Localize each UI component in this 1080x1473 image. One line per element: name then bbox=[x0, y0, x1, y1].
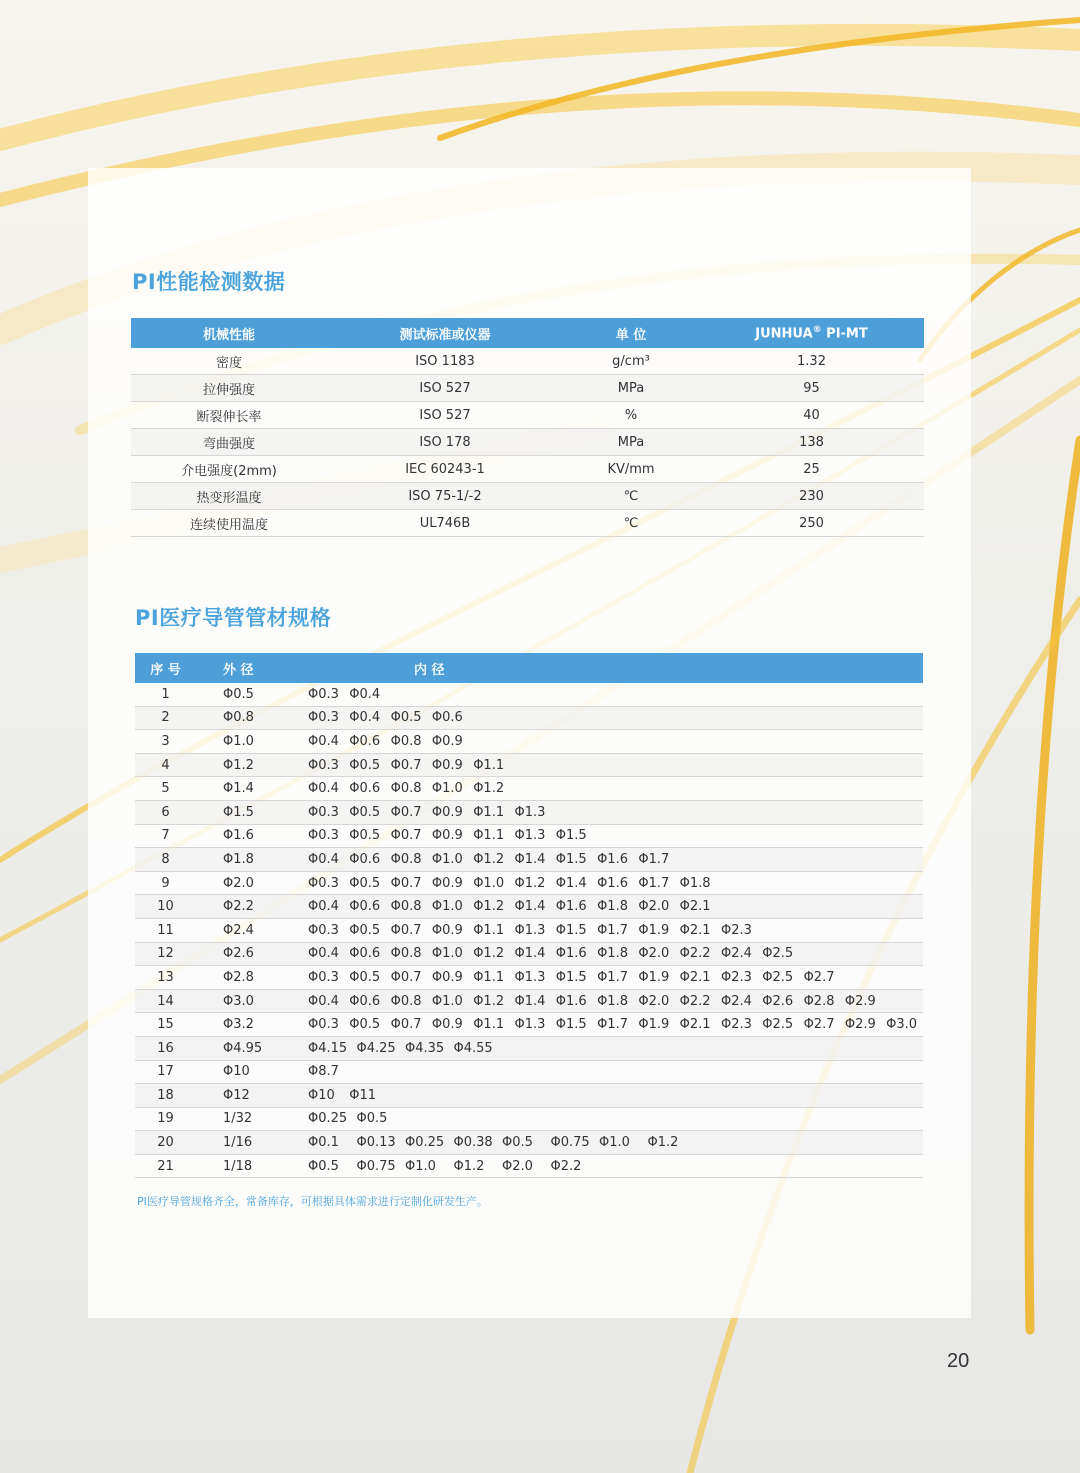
inner-diameter-value: Φ0.75 bbox=[550, 1135, 590, 1151]
inner-diameter-value: Φ1.2 bbox=[473, 899, 505, 915]
table-cell: 1.32 bbox=[699, 348, 924, 375]
serial-number-cell: 12 bbox=[135, 942, 196, 966]
table-cell: 250 bbox=[699, 510, 924, 537]
inner-diameter-value: Φ0.6 bbox=[349, 781, 381, 797]
inner-diameter-value: Φ0.8 bbox=[390, 851, 422, 867]
inner-diameter-value: Φ0.5 bbox=[349, 922, 381, 938]
table-cell: ℃ bbox=[563, 483, 699, 510]
performance-table-header bbox=[131, 318, 924, 348]
inner-diameter-value: Φ0.4 bbox=[308, 899, 339, 915]
inner-diameter-value: Φ0.9 bbox=[431, 804, 463, 820]
inner-diameter-value: Φ1.7 bbox=[638, 851, 670, 867]
table-row bbox=[131, 429, 924, 456]
inner-diameter-value: Φ0.6 bbox=[349, 851, 381, 867]
table-row bbox=[135, 1060, 923, 1084]
inner-diameter-value: Φ1.0 bbox=[431, 946, 463, 962]
inner-diameter-value: Φ1.2 bbox=[514, 875, 546, 891]
header-product-name bbox=[699, 318, 924, 348]
table-cell: MPa bbox=[563, 375, 699, 402]
inner-diameter-cell bbox=[308, 800, 923, 824]
inner-diameter-value: Φ11 bbox=[349, 1087, 377, 1103]
inner-diameter-value: Φ1.0 bbox=[405, 1158, 436, 1174]
inner-diameter-value: Φ0.9 bbox=[431, 828, 463, 844]
table-cell: 40 bbox=[699, 402, 924, 429]
inner-diameter-value: Φ0.3 bbox=[308, 1017, 339, 1033]
table-row bbox=[135, 1084, 923, 1108]
inner-diameter-value: Φ1.2 bbox=[473, 851, 505, 867]
inner-diameter-value: Φ1.9 bbox=[638, 922, 670, 938]
inner-diameter-value: Φ0.3 bbox=[308, 757, 339, 773]
table-cell: MPa bbox=[563, 429, 699, 456]
header-mechanical-property: 机械性能 bbox=[131, 318, 327, 348]
inner-diameter-value: Φ1.1 bbox=[473, 757, 505, 773]
inner-diameter-value: Φ0.8 bbox=[390, 899, 422, 915]
outer-diameter-cell: Φ1.6 bbox=[196, 824, 308, 848]
inner-diameter-value: Φ0.25 bbox=[405, 1135, 445, 1151]
serial-number-cell: 9 bbox=[135, 871, 196, 895]
table-row bbox=[135, 1013, 923, 1037]
inner-diameter-value: Φ0.7 bbox=[390, 804, 422, 820]
inner-diameter-value: Φ0.4 bbox=[349, 686, 381, 702]
inner-diameter-value: Φ1.3 bbox=[514, 828, 546, 844]
table-cell: ISO 527 bbox=[327, 375, 563, 402]
inner-diameter-value: Φ1.8 bbox=[597, 993, 628, 1009]
inner-diameter-value: Φ0.5 bbox=[502, 1135, 533, 1151]
table-row bbox=[135, 824, 923, 848]
table-row bbox=[135, 942, 923, 966]
footnote: PI医疗导管规格齐全，常备库存，可根据具体需求进行定制化研发生产。 bbox=[137, 1195, 488, 1208]
inner-diameter-value: Φ2.5 bbox=[762, 969, 794, 985]
inner-diameter-value: Φ2.2 bbox=[679, 993, 711, 1009]
inner-diameter-value: Φ0.8 bbox=[390, 781, 422, 797]
table-cell: % bbox=[563, 402, 699, 429]
inner-diameter-value: Φ0.5 bbox=[349, 875, 381, 891]
inner-diameter-value: Φ2.9 bbox=[844, 993, 876, 1009]
inner-diameter-value: Φ0.8 bbox=[390, 946, 422, 962]
serial-number-cell: 15 bbox=[135, 1013, 196, 1037]
inner-diameter-value: Φ0.7 bbox=[390, 757, 422, 773]
inner-diameter-value: Φ0.9 bbox=[431, 875, 463, 891]
outer-diameter-cell: Φ2.0 bbox=[196, 871, 308, 895]
inner-diameter-value: Φ1.3 bbox=[514, 804, 546, 820]
outer-diameter-cell: Φ1.4 bbox=[196, 777, 308, 801]
table-row bbox=[131, 348, 924, 375]
table-row bbox=[131, 510, 924, 537]
inner-diameter-value: Φ0.7 bbox=[390, 969, 422, 985]
table-row bbox=[135, 1154, 923, 1178]
inner-diameter-value: Φ2.5 bbox=[762, 1017, 794, 1033]
inner-diameter-value: Φ2.2 bbox=[550, 1158, 582, 1174]
table-row bbox=[135, 1131, 923, 1155]
inner-diameter-value: Φ0.5 bbox=[356, 1111, 388, 1127]
inner-diameter-value: Φ1.2 bbox=[647, 1135, 679, 1151]
inner-diameter-cell bbox=[308, 848, 923, 872]
inner-diameter-value: Φ2.4 bbox=[720, 946, 752, 962]
inner-diameter-value: Φ0.6 bbox=[349, 946, 381, 962]
table-row bbox=[135, 1036, 923, 1060]
inner-diameter-value: Φ0.9 bbox=[431, 969, 463, 985]
inner-diameter-value: Φ0.5 bbox=[349, 828, 381, 844]
serial-number-cell: 19 bbox=[135, 1107, 196, 1131]
inner-diameter-cell bbox=[308, 706, 923, 730]
inner-diameter-value: Φ0.9 bbox=[431, 733, 463, 749]
inner-diameter-value: Φ2.0 bbox=[638, 899, 670, 915]
inner-diameter-cell bbox=[308, 1013, 923, 1037]
inner-diameter-value: Φ1.4 bbox=[555, 875, 587, 891]
table-cell: ℃ bbox=[563, 510, 699, 537]
inner-diameter-value: Φ1.2 bbox=[473, 993, 505, 1009]
inner-diameter-value: Φ1.2 bbox=[473, 946, 505, 962]
inner-diameter-value: Φ0.3 bbox=[308, 969, 339, 985]
outer-diameter-cell: Φ1.8 bbox=[196, 848, 308, 872]
inner-diameter-value: Φ0.7 bbox=[390, 922, 422, 938]
inner-diameter-cell bbox=[308, 942, 923, 966]
outer-diameter-cell: Φ2.2 bbox=[196, 895, 308, 919]
inner-diameter-value: Φ0.4 bbox=[349, 710, 381, 726]
outer-diameter-cell: 1/16 bbox=[196, 1131, 308, 1155]
inner-diameter-value: Φ2.7 bbox=[803, 1017, 835, 1033]
inner-diameter-value: Φ3.0 bbox=[886, 1017, 918, 1033]
table-row bbox=[135, 895, 923, 919]
table-cell: g/cm³ bbox=[563, 348, 699, 375]
inner-diameter-cell bbox=[308, 966, 923, 990]
inner-diameter-value: Φ2.3 bbox=[720, 969, 752, 985]
inner-diameter-value: Φ1.6 bbox=[555, 946, 587, 962]
table-row bbox=[135, 848, 923, 872]
inner-diameter-value: Φ1.2 bbox=[473, 781, 505, 797]
table-cell: 138 bbox=[699, 429, 924, 456]
inner-diameter-value: Φ2.3 bbox=[720, 1017, 752, 1033]
inner-diameter-value: Φ1.6 bbox=[555, 993, 587, 1009]
inner-diameter-cell bbox=[308, 753, 923, 777]
table-row bbox=[135, 918, 923, 942]
inner-diameter-cell bbox=[308, 777, 923, 801]
inner-diameter-cell bbox=[308, 1107, 923, 1131]
inner-diameter-value: Φ1.5 bbox=[555, 851, 587, 867]
table-cell: 连续使用温度 bbox=[131, 510, 327, 537]
inner-diameter-value: Φ1.7 bbox=[597, 969, 628, 985]
performance-table bbox=[131, 318, 924, 537]
inner-diameter-value: Φ0.8 bbox=[390, 733, 422, 749]
inner-diameter-value: Φ0.3 bbox=[308, 922, 339, 938]
table-cell: 拉伸强度 bbox=[131, 375, 327, 402]
inner-diameter-cell bbox=[308, 824, 923, 848]
inner-diameter-value: Φ0.5 bbox=[349, 804, 381, 820]
serial-number-cell: 13 bbox=[135, 966, 196, 990]
table-row bbox=[131, 375, 924, 402]
header-test-standard: 测试标准或仪器 bbox=[327, 318, 563, 348]
table-cell: 密度 bbox=[131, 348, 327, 375]
serial-number-cell: 1 bbox=[135, 683, 196, 706]
outer-diameter-cell: Φ10 bbox=[196, 1060, 308, 1084]
header-serial-number: 序 号 bbox=[135, 653, 196, 683]
inner-diameter-value: Φ1.1 bbox=[473, 922, 505, 938]
inner-diameter-value: Φ1.4 bbox=[514, 946, 546, 962]
outer-diameter-cell: Φ1.0 bbox=[196, 730, 308, 754]
table-cell: 断裂伸长率 bbox=[131, 402, 327, 429]
inner-diameter-value: Φ1.7 bbox=[597, 1017, 628, 1033]
table-row bbox=[135, 777, 923, 801]
serial-number-cell: 16 bbox=[135, 1036, 196, 1060]
outer-diameter-cell: Φ2.4 bbox=[196, 918, 308, 942]
inner-diameter-value: Φ1.8 bbox=[679, 875, 711, 891]
inner-diameter-value: Φ1.1 bbox=[473, 969, 505, 985]
inner-diameter-value: Φ0.7 bbox=[390, 1017, 422, 1033]
inner-diameter-cell bbox=[308, 683, 923, 706]
inner-diameter-value: Φ1.8 bbox=[597, 899, 628, 915]
outer-diameter-cell: Φ2.8 bbox=[196, 966, 308, 990]
inner-diameter-value: Φ2.4 bbox=[720, 993, 752, 1009]
inner-diameter-value: Φ10 bbox=[308, 1087, 335, 1103]
inner-diameter-value: Φ2.9 bbox=[844, 1017, 876, 1033]
table-cell: UL746B bbox=[327, 510, 563, 537]
inner-diameter-value: Φ1.1 bbox=[473, 804, 505, 820]
outer-diameter-cell: Φ1.2 bbox=[196, 753, 308, 777]
inner-diameter-value: Φ0.4 bbox=[308, 946, 339, 962]
inner-diameter-value: Φ1.0 bbox=[431, 899, 463, 915]
inner-diameter-value: Φ1.9 bbox=[638, 1017, 670, 1033]
inner-diameter-value: Φ1.0 bbox=[599, 1135, 630, 1151]
inner-diameter-value: Φ0.13 bbox=[356, 1135, 396, 1151]
inner-diameter-value: Φ1.4 bbox=[514, 851, 546, 867]
outer-diameter-cell: 1/18 bbox=[196, 1154, 308, 1178]
inner-diameter-value: Φ1.8 bbox=[597, 946, 628, 962]
inner-diameter-value: Φ1.0 bbox=[431, 781, 463, 797]
inner-diameter-value: Φ1.3 bbox=[514, 1017, 546, 1033]
inner-diameter-value: Φ0.3 bbox=[308, 875, 339, 891]
table-row bbox=[135, 730, 923, 754]
serial-number-cell: 18 bbox=[135, 1084, 196, 1108]
inner-diameter-value: Φ0.9 bbox=[431, 922, 463, 938]
inner-diameter-cell bbox=[308, 730, 923, 754]
inner-diameter-value: Φ2.5 bbox=[762, 946, 794, 962]
inner-diameter-value: Φ2.3 bbox=[720, 922, 752, 938]
inner-diameter-value: Φ1.0 bbox=[473, 875, 505, 891]
inner-diameter-value: Φ0.3 bbox=[308, 804, 339, 820]
inner-diameter-value: Φ0.6 bbox=[431, 710, 463, 726]
inner-diameter-value: Φ1.0 bbox=[431, 851, 463, 867]
inner-diameter-value: Φ1.9 bbox=[638, 969, 670, 985]
inner-diameter-value: Φ0.4 bbox=[308, 851, 339, 867]
inner-diameter-value: Φ2.2 bbox=[679, 946, 711, 962]
inner-diameter-value: Φ1.2 bbox=[453, 1158, 485, 1174]
outer-diameter-cell: 1/32 bbox=[196, 1107, 308, 1131]
table-cell: ISO 75-1/-2 bbox=[327, 483, 563, 510]
inner-diameter-value: Φ4.55 bbox=[453, 1040, 493, 1056]
inner-diameter-cell bbox=[308, 1131, 923, 1155]
inner-diameter-value: Φ0.6 bbox=[349, 993, 381, 1009]
inner-diameter-value: Φ0.3 bbox=[308, 686, 339, 702]
inner-diameter-value: Φ4.35 bbox=[405, 1040, 445, 1056]
inner-diameter-value: Φ0.3 bbox=[308, 828, 339, 844]
inner-diameter-value: Φ2.1 bbox=[679, 1017, 711, 1033]
serial-number-cell: 10 bbox=[135, 895, 196, 919]
spec-section-title: PI医疗导管管材规格 bbox=[135, 606, 332, 630]
serial-number-cell: 6 bbox=[135, 800, 196, 824]
table-row bbox=[135, 706, 923, 730]
inner-diameter-cell bbox=[308, 1084, 923, 1108]
outer-diameter-cell: Φ2.6 bbox=[196, 942, 308, 966]
inner-diameter-value: Φ2.0 bbox=[638, 993, 670, 1009]
inner-diameter-value: Φ0.9 bbox=[431, 757, 463, 773]
table-row bbox=[131, 483, 924, 510]
table-cell: 230 bbox=[699, 483, 924, 510]
serial-number-cell: 7 bbox=[135, 824, 196, 848]
table-cell: 热变形温度 bbox=[131, 483, 327, 510]
inner-diameter-value: Φ1.7 bbox=[638, 875, 670, 891]
inner-diameter-value: Φ0.6 bbox=[349, 733, 381, 749]
table-row bbox=[135, 753, 923, 777]
inner-diameter-value: Φ4.15 bbox=[308, 1040, 348, 1056]
inner-diameter-value: Φ0.7 bbox=[390, 875, 422, 891]
inner-diameter-value: Φ2.0 bbox=[502, 1158, 533, 1174]
table-row bbox=[135, 989, 923, 1013]
outer-diameter-cell: Φ0.5 bbox=[196, 683, 308, 706]
inner-diameter-cell bbox=[308, 1060, 923, 1084]
inner-diameter-value: Φ1.4 bbox=[514, 899, 546, 915]
serial-number-cell: 17 bbox=[135, 1060, 196, 1084]
table-row bbox=[135, 1107, 923, 1131]
outer-diameter-cell: Φ3.0 bbox=[196, 989, 308, 1013]
inner-diameter-value: Φ0.4 bbox=[308, 993, 339, 1009]
outer-diameter-cell: Φ12 bbox=[196, 1084, 308, 1108]
inner-diameter-value: Φ0.5 bbox=[349, 1017, 381, 1033]
inner-diameter-value: Φ1.7 bbox=[597, 922, 628, 938]
outer-diameter-cell: Φ3.2 bbox=[196, 1013, 308, 1037]
performance-section-title: PI性能检测数据 bbox=[132, 270, 286, 294]
inner-diameter-value: Φ1.5 bbox=[555, 1017, 587, 1033]
inner-diameter-value: Φ0.1 bbox=[308, 1135, 339, 1151]
table-cell: 介电强度(2mm) bbox=[131, 456, 327, 483]
inner-diameter-value: Φ8.7 bbox=[308, 1064, 339, 1080]
inner-diameter-value: Φ0.3 bbox=[308, 710, 339, 726]
inner-diameter-value: Φ0.8 bbox=[390, 993, 422, 1009]
inner-diameter-value: Φ2.1 bbox=[679, 899, 711, 915]
header-outer-diameter: 外 径 bbox=[196, 653, 308, 683]
inner-diameter-value: Φ1.5 bbox=[555, 828, 587, 844]
inner-diameter-value: Φ0.5 bbox=[349, 757, 381, 773]
table-row bbox=[135, 683, 923, 706]
inner-diameter-value: Φ2.8 bbox=[803, 993, 835, 1009]
table-row bbox=[131, 402, 924, 429]
table-row bbox=[135, 800, 923, 824]
inner-diameter-value: Φ0.25 bbox=[308, 1111, 348, 1127]
inner-diameter-value: Φ2.0 bbox=[638, 946, 670, 962]
inner-diameter-cell bbox=[308, 918, 923, 942]
inner-diameter-value: Φ4.25 bbox=[356, 1040, 396, 1056]
serial-number-cell: 21 bbox=[135, 1154, 196, 1178]
inner-diameter-cell bbox=[308, 1036, 923, 1060]
table-row bbox=[135, 871, 923, 895]
inner-diameter-value: Φ2.1 bbox=[679, 969, 711, 985]
header-inner-diameter: 内 径 bbox=[308, 653, 923, 683]
inner-diameter-value: Φ0.4 bbox=[308, 733, 339, 749]
table-cell: 弯曲强度 bbox=[131, 429, 327, 456]
serial-number-cell: 20 bbox=[135, 1131, 196, 1155]
inner-diameter-value: Φ0.6 bbox=[349, 899, 381, 915]
serial-number-cell: 11 bbox=[135, 918, 196, 942]
inner-diameter-value: Φ1.1 bbox=[473, 828, 505, 844]
inner-diameter-value: Φ2.6 bbox=[762, 993, 794, 1009]
inner-diameter-value: Φ1.1 bbox=[473, 1017, 505, 1033]
serial-number-cell: 4 bbox=[135, 753, 196, 777]
inner-diameter-value: Φ0.75 bbox=[356, 1158, 396, 1174]
table-cell: 95 bbox=[699, 375, 924, 402]
table-row bbox=[135, 966, 923, 990]
table-cell: ISO 1183 bbox=[327, 348, 563, 375]
outer-diameter-cell: Φ0.8 bbox=[196, 706, 308, 730]
inner-diameter-value: Φ0.38 bbox=[453, 1135, 493, 1151]
tube-spec-table bbox=[135, 653, 923, 1178]
serial-number-cell: 14 bbox=[135, 989, 196, 1013]
serial-number-cell: 3 bbox=[135, 730, 196, 754]
inner-diameter-cell bbox=[308, 1154, 923, 1178]
serial-number-cell: 2 bbox=[135, 706, 196, 730]
table-cell: 25 bbox=[699, 456, 924, 483]
page-number: 20 bbox=[947, 1350, 970, 1372]
inner-diameter-value: Φ1.5 bbox=[555, 969, 587, 985]
product-model: PI-MT bbox=[821, 326, 868, 342]
serial-number-cell: 5 bbox=[135, 777, 196, 801]
inner-diameter-value: Φ1.6 bbox=[597, 851, 628, 867]
inner-diameter-value: Φ1.6 bbox=[555, 899, 587, 915]
inner-diameter-cell bbox=[308, 989, 923, 1013]
inner-diameter-cell bbox=[308, 871, 923, 895]
serial-number-cell: 8 bbox=[135, 848, 196, 872]
table-cell: ISO 527 bbox=[327, 402, 563, 429]
table-row bbox=[131, 456, 924, 483]
outer-diameter-cell: Φ4.95 bbox=[196, 1036, 308, 1060]
header-unit: 单 位 bbox=[563, 318, 699, 348]
inner-diameter-value: Φ0.5 bbox=[349, 969, 381, 985]
inner-diameter-value: Φ1.3 bbox=[514, 922, 546, 938]
inner-diameter-cell bbox=[308, 895, 923, 919]
registered-mark: ® bbox=[812, 324, 822, 335]
inner-diameter-value: Φ2.7 bbox=[803, 969, 835, 985]
table-cell: KV/mm bbox=[563, 456, 699, 483]
inner-diameter-value: Φ1.3 bbox=[514, 969, 546, 985]
inner-diameter-value: Φ1.5 bbox=[555, 922, 587, 938]
spec-table-header bbox=[135, 653, 923, 683]
brand-name: JUNHUA bbox=[755, 326, 813, 342]
inner-diameter-value: Φ0.5 bbox=[308, 1158, 339, 1174]
table-cell: IEC 60243-1 bbox=[327, 456, 563, 483]
inner-diameter-value: Φ2.1 bbox=[679, 922, 711, 938]
inner-diameter-value: Φ1.6 bbox=[597, 875, 628, 891]
inner-diameter-value: Φ0.4 bbox=[308, 781, 339, 797]
inner-diameter-value: Φ0.9 bbox=[431, 1017, 463, 1033]
outer-diameter-cell: Φ1.5 bbox=[196, 800, 308, 824]
inner-diameter-value: Φ0.7 bbox=[390, 828, 422, 844]
inner-diameter-value: Φ0.5 bbox=[390, 710, 422, 726]
inner-diameter-value: Φ1.0 bbox=[431, 993, 463, 1009]
inner-diameter-value: Φ1.4 bbox=[514, 993, 546, 1009]
table-cell: ISO 178 bbox=[327, 429, 563, 456]
